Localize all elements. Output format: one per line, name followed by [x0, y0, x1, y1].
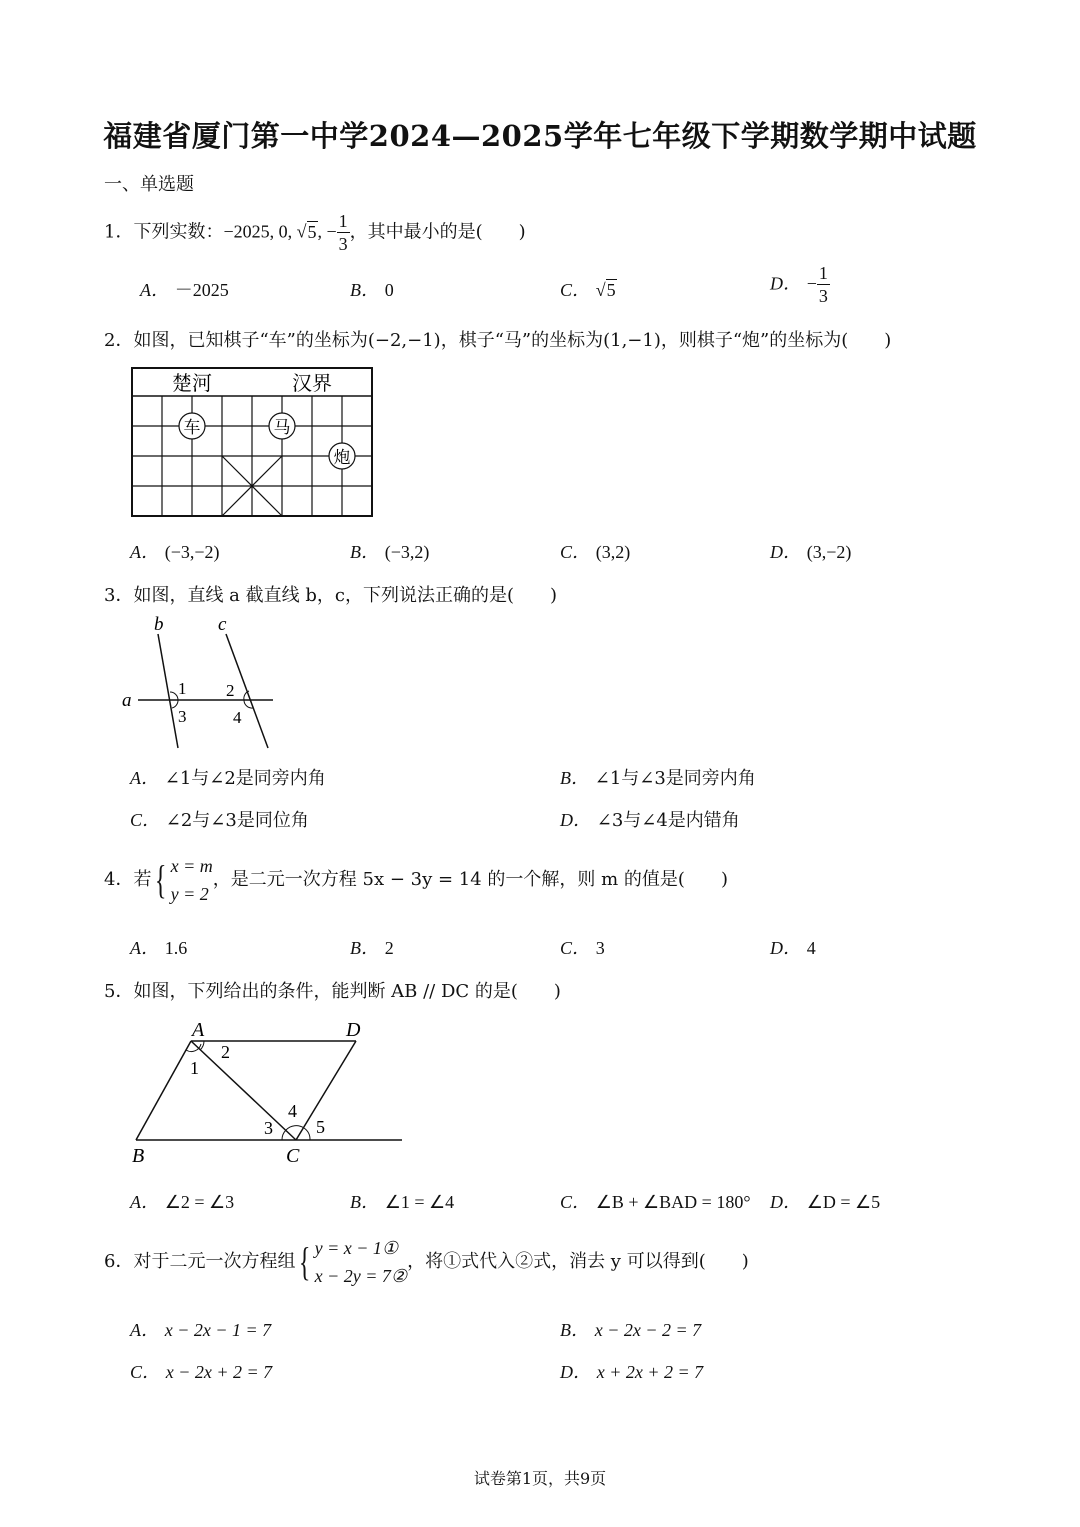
label-angle-4: 4	[288, 1101, 297, 1121]
question-text: 如图，直线 a 截直线 b，c，下列说法正确的是( )	[133, 585, 557, 606]
question-text: 如图，下列给出的条件，能判断 AB // DC 的是( )	[133, 981, 561, 1002]
label-A: A	[192, 1019, 205, 1041]
question-text: 对于二元一次方程组	[133, 1251, 296, 1272]
piece-label-ma: 马	[273, 418, 291, 437]
fraction: $\frac{1}{3}$	[338, 211, 348, 254]
question-4	[104, 852, 728, 908]
equation-system: y = x − 1① x − 2y = 7②	[314, 1238, 408, 1286]
question-5	[104, 977, 561, 1003]
label-c: c	[218, 614, 227, 635]
option-d[interactable]: D． 4	[770, 938, 816, 958]
question-text: 下列实数：	[133, 221, 224, 243]
option-b[interactable]: B． (−3,2)	[350, 542, 430, 562]
option-d[interactable]: D． ∠3与∠4是内错角	[560, 810, 740, 831]
option-a[interactable]: A． －2025	[140, 280, 229, 300]
option-d[interactable]: D． (3,−2)	[770, 542, 852, 562]
label-angle-3: 3	[264, 1118, 273, 1138]
option-b[interactable]: B． 2	[350, 938, 394, 958]
option-c[interactable]: C． ∠2与∠3是同位角	[130, 810, 309, 831]
label-b: b	[154, 614, 164, 635]
segment-ac	[191, 1041, 296, 1140]
segment-ab	[136, 1041, 191, 1140]
option-c[interactable]: C． √5	[560, 280, 616, 300]
question-text: 若	[133, 869, 152, 890]
option-c[interactable]: C． 3	[560, 938, 605, 958]
chess-board-figure	[130, 366, 374, 518]
piece-label-che: 车	[183, 418, 201, 437]
equation-system: x = m y = 2	[170, 856, 213, 904]
label-angle-2: 2	[221, 1042, 230, 1062]
question-text: 如图，已知棋子“车”的坐标为(−2,−1)，棋子“马”的坐标为(1,−1)，则棋子“炮”的坐标为( )	[133, 330, 892, 351]
question-1	[104, 212, 526, 253]
math-neg: , −	[317, 221, 337, 242]
option-a[interactable]: A． ∠1与∠2是同旁内角	[130, 768, 326, 789]
question-number: 5．	[104, 981, 134, 1002]
label-angle-1: 1	[178, 679, 187, 698]
question-6	[104, 1234, 749, 1290]
option-a[interactable]: A． (−3,−2)	[130, 542, 220, 562]
sqrt-expression: √5	[296, 221, 317, 242]
label-B: B	[132, 1145, 145, 1166]
option-c[interactable]: C． (3,2)	[560, 542, 631, 562]
question-number: 4．	[104, 869, 134, 890]
page-title: 福建省厦门第一中学2024—2025学年七年级下学期数学期中试题	[103, 119, 977, 153]
option-a[interactable]: A． 1.6	[130, 938, 188, 958]
board-label-chuhe: 楚河	[172, 373, 212, 395]
question-number: 1．	[104, 221, 134, 243]
label-angle-4: 4	[233, 708, 242, 727]
question-number: 3．	[104, 585, 134, 606]
label-angle-5: 5	[316, 1117, 325, 1137]
option-b[interactable]: B． x − 2x − 2 = 7	[560, 1320, 702, 1340]
question-2	[104, 326, 891, 352]
option-b[interactable]: B． ∠1 = ∠4	[350, 1192, 455, 1212]
question-3	[104, 581, 557, 607]
brace-symbol: {	[155, 857, 167, 902]
question-text-end: ，将①式代入②式，消去 y 可以得到( )	[407, 1251, 749, 1272]
question-text-end: ，是二元一次方程 5x − 3y = 14 的一个解，则 m 的值是( )	[212, 869, 728, 890]
option-d[interactable]: D． x + 2x + 2 = 7	[560, 1362, 704, 1382]
option-a[interactable]: A． ∠2 = ∠3	[130, 1192, 235, 1212]
label-C: C	[286, 1145, 300, 1166]
option-c[interactable]: C． x − 2x + 2 = 7	[130, 1362, 273, 1382]
option-a[interactable]: A． x − 2x − 1 = 7	[130, 1320, 272, 1340]
question-text-end: ，其中最小的是( )	[349, 221, 526, 243]
question-number: 2．	[104, 330, 134, 351]
label-D: D	[346, 1019, 361, 1041]
label-angle-2: 2	[226, 681, 235, 700]
label-angle-3: 3	[178, 707, 187, 726]
option-b[interactable]: B． ∠1与∠3是同旁内角	[560, 768, 756, 789]
option-d[interactable]: D． ∠D = ∠5	[770, 1192, 881, 1212]
segment-dc	[296, 1041, 356, 1140]
math-numbers: −2025, 0,	[223, 221, 297, 242]
section-heading: 一、单选题	[104, 174, 194, 195]
option-d[interactable]: D． − $\frac{1}{3}$	[770, 263, 828, 306]
page-footer: 试卷第1页，共9页	[473, 1469, 607, 1488]
board-label-hanjie: 汉界	[292, 373, 332, 395]
label-angle-1: 1	[190, 1058, 199, 1078]
brace-symbol: {	[299, 1239, 311, 1284]
parallelogram-figure	[126, 1016, 406, 1166]
option-c[interactable]: C． ∠B + ∠BAD = 180°	[560, 1192, 751, 1212]
piece-label-pao: 炮	[333, 448, 351, 467]
line-b	[158, 634, 178, 748]
lines-figure	[118, 612, 278, 754]
option-b[interactable]: B． 0	[350, 280, 394, 300]
question-number: 6．	[104, 1251, 134, 1272]
label-a: a	[122, 690, 132, 711]
